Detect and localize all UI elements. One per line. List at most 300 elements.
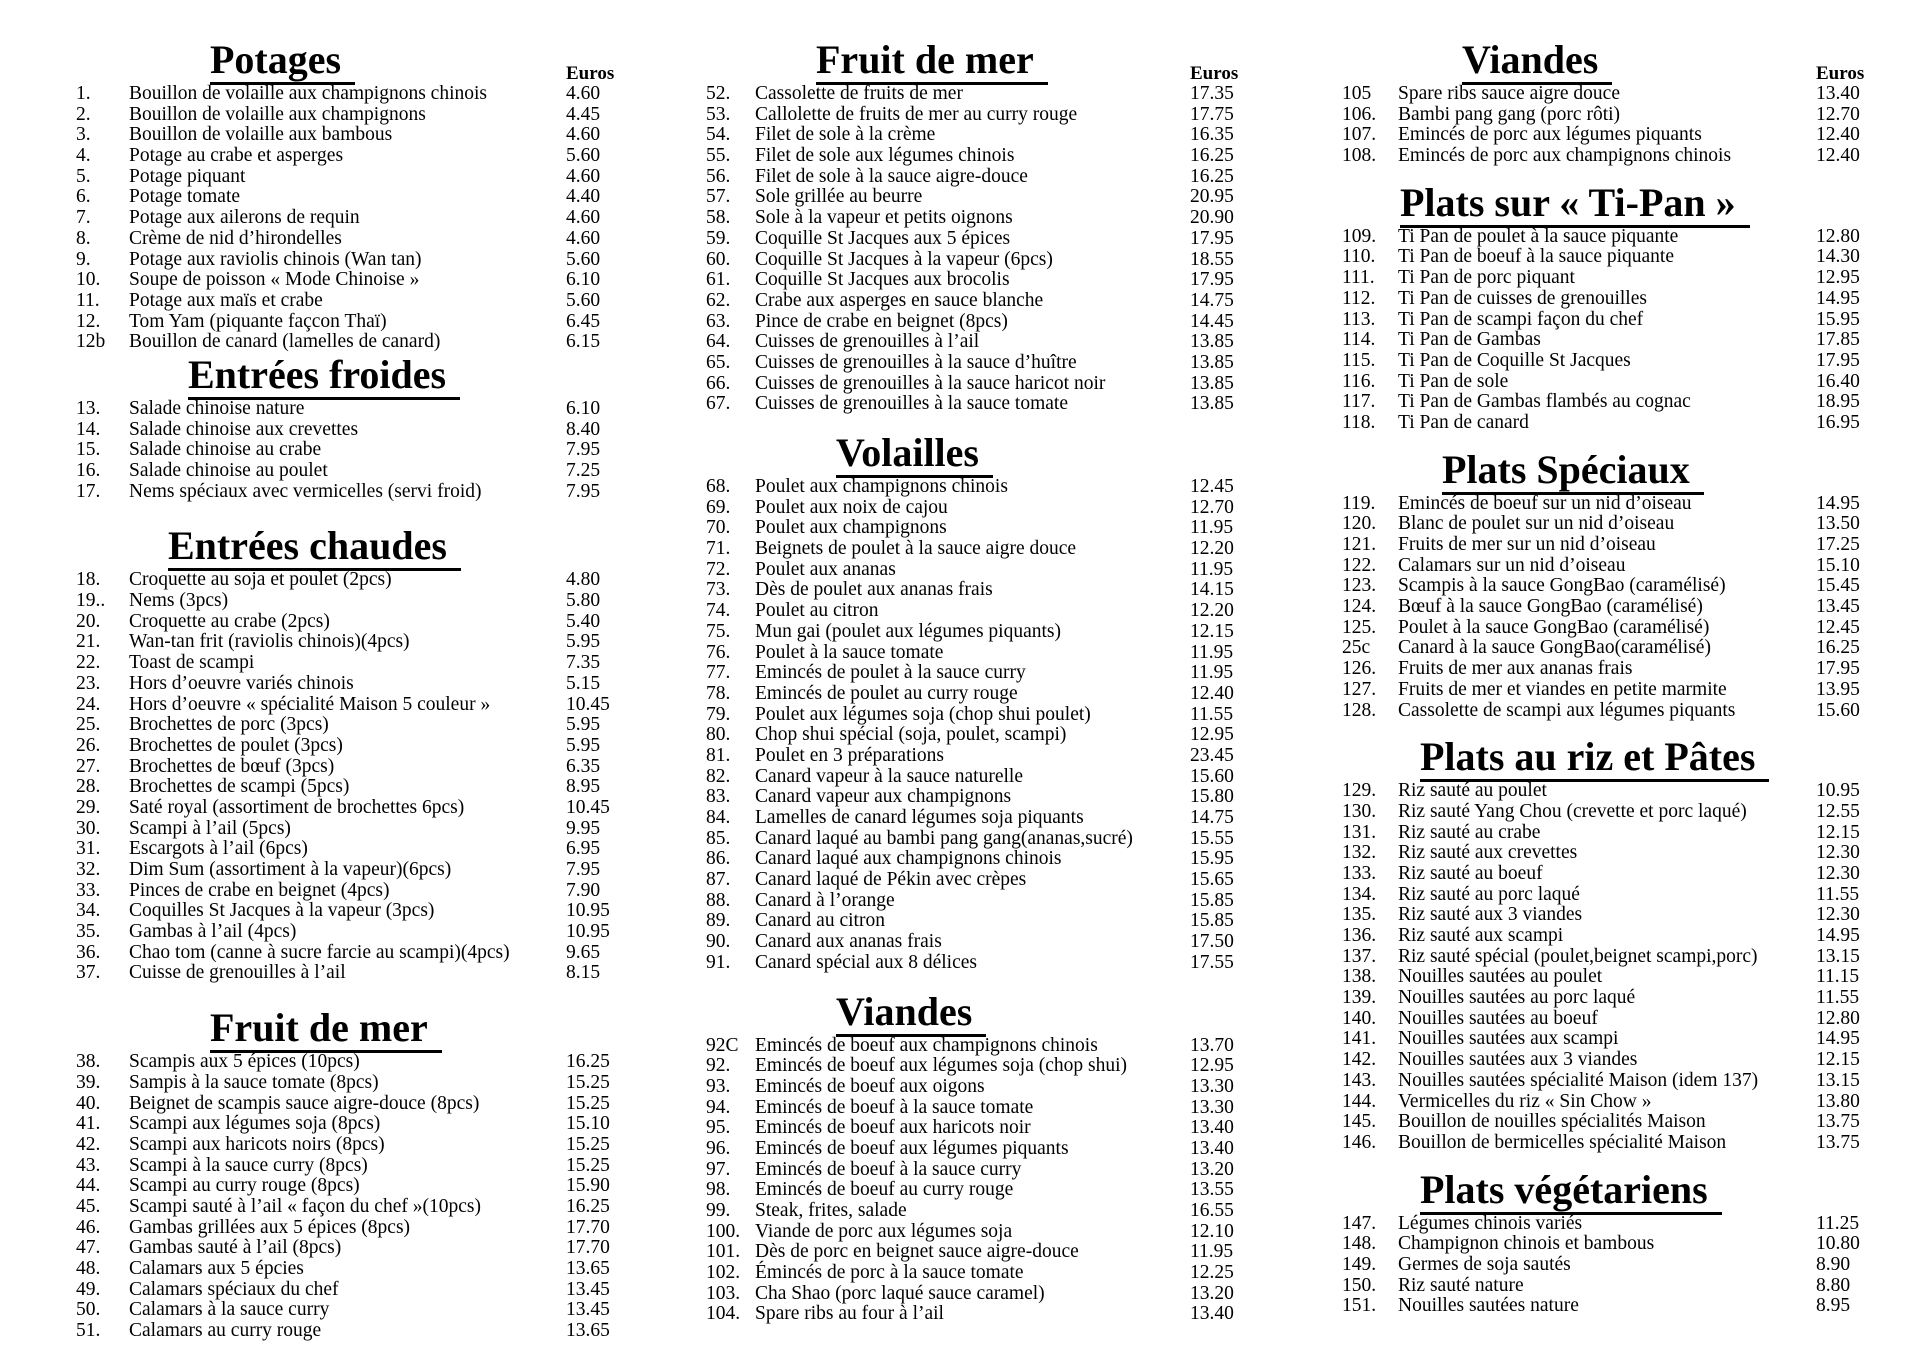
- item-name: Scampi aux légumes soja (8pcs): [129, 1113, 381, 1135]
- item-number: 18.: [76, 569, 101, 591]
- item-name: Emincés de boeuf aux légumes soja (chop shui): [755, 1055, 1128, 1077]
- item-price: 8.15: [566, 962, 601, 984]
- item-price: 6.15: [566, 331, 601, 353]
- item-number: 87.: [706, 869, 731, 891]
- menu-item: [1342, 105, 1902, 126]
- item-price: 13.85: [1190, 351, 1234, 373]
- menu-item: [1342, 227, 1902, 248]
- menu-item: [76, 715, 636, 736]
- menu-column-3: [1342, 38, 1902, 1317]
- item-price: 5.60: [566, 248, 601, 270]
- item-name: Salade chinoise au crabe: [129, 439, 322, 461]
- section-header: [1342, 181, 1902, 227]
- menu-column-1: [76, 38, 636, 1342]
- item-price: 4.60: [566, 165, 601, 187]
- section-header: [706, 38, 1286, 84]
- item-number: 91.: [706, 951, 731, 973]
- item-name: Calamars spéciaux du chef: [129, 1278, 339, 1300]
- item-name: Gambas à l’ail (4pcs): [129, 921, 297, 943]
- item-price: 13.30: [1190, 1096, 1234, 1118]
- menu-item: [706, 870, 1286, 891]
- item-name: Calamars à la sauce curry: [129, 1299, 330, 1321]
- menu-item: [1342, 947, 1902, 968]
- item-price: 11.25: [1816, 1212, 1860, 1234]
- menu-item: [76, 777, 636, 798]
- section-header: [1342, 38, 1902, 84]
- item-price: 12.95: [1190, 1055, 1234, 1077]
- menu-item: [76, 922, 636, 943]
- menu-item: [1342, 701, 1902, 722]
- item-price: 13.20: [1190, 1282, 1234, 1304]
- item-price: 15.45: [1816, 575, 1860, 597]
- menu-item: [1342, 1255, 1902, 1276]
- menu-item: [76, 1259, 636, 1280]
- item-price: 13.20: [1190, 1158, 1234, 1180]
- item-name: Emincés de poulet au curry rouge: [755, 682, 1018, 704]
- item-name: Poulet en 3 préparations: [755, 744, 944, 766]
- menu-item: [76, 105, 636, 126]
- item-name: Cuisse de grenouilles à l’ail: [129, 962, 346, 984]
- item-name: Nems (3pcs): [129, 590, 229, 612]
- item-number: 28.: [76, 776, 101, 798]
- item-number: 78.: [706, 682, 731, 704]
- item-number: 76.: [706, 641, 731, 663]
- menu-item: [706, 1242, 1286, 1263]
- item-number: 51.: [76, 1320, 101, 1342]
- item-price: 7.25: [566, 460, 601, 481]
- item-price: 17.55: [1190, 951, 1234, 973]
- item-name: Riz sauté spécial (poulet,beignet scampi,porc): [1398, 945, 1758, 967]
- menu-item: [76, 963, 636, 984]
- menu-item: [76, 1280, 636, 1301]
- item-price: 4.60: [566, 83, 601, 104]
- item-price: 7.90: [566, 879, 601, 901]
- item-number: 85.: [706, 827, 731, 849]
- menu-item: [76, 653, 636, 674]
- item-name: Germes de soja sautés: [1398, 1253, 1571, 1275]
- item-name: Gambas grillées aux 5 épices (8pcs): [129, 1216, 411, 1238]
- item-number: 61.: [706, 269, 731, 291]
- menu-item: [76, 1321, 636, 1342]
- item-price: 6.10: [566, 397, 601, 419]
- item-name: Spare ribs au four à l’ail: [755, 1303, 944, 1325]
- item-number: 139.: [1342, 987, 1377, 1009]
- item-number: 4.: [76, 145, 91, 167]
- item-name: Scampis aux 5 épices (10pcs): [129, 1051, 360, 1073]
- item-name: Steak, frites, salade: [755, 1200, 907, 1221]
- item-number: 13.: [76, 397, 101, 419]
- item-price: 12.30: [1816, 904, 1860, 926]
- item-number: 90.: [706, 931, 731, 953]
- item-number: 107.: [1342, 124, 1377, 146]
- item-price: 17.70: [566, 1237, 610, 1259]
- item-price: 11.95: [1190, 1241, 1234, 1263]
- menu-item: [76, 1300, 636, 1321]
- item-number: 27.: [76, 755, 101, 777]
- menu-item: [706, 1036, 1286, 1057]
- item-number: 77.: [706, 662, 731, 684]
- item-price: 12.70: [1816, 103, 1860, 125]
- item-price: 12.45: [1190, 476, 1234, 497]
- menu-item: [76, 461, 636, 482]
- item-name: Brochettes de scampi (5pcs): [129, 776, 350, 798]
- item-number: 126.: [1342, 658, 1377, 680]
- menu-item: [76, 1114, 636, 1135]
- item-number: 75.: [706, 620, 731, 642]
- menu-item: [706, 643, 1286, 664]
- menu-item: [76, 1218, 636, 1239]
- item-name: Cha Shao (porc laqué sauce caramel): [755, 1282, 1045, 1304]
- item-price: 14.95: [1816, 925, 1860, 946]
- item-name: Brochettes de bœuf (3pcs): [129, 755, 335, 777]
- item-price: 8.95: [566, 776, 601, 798]
- menu-item: [706, 477, 1286, 498]
- item-number: 101.: [706, 1241, 741, 1263]
- menu-item: [1342, 268, 1902, 289]
- item-number: 58.: [706, 207, 731, 229]
- item-number: 96.: [706, 1137, 731, 1159]
- menu-item: [1342, 556, 1902, 577]
- item-price: 10.80: [1816, 1233, 1860, 1255]
- item-name: Fruits de mer sur un nid d’oiseau: [1398, 534, 1656, 555]
- item-number: 32.: [76, 859, 101, 880]
- item-name: Potage tomate: [129, 186, 241, 208]
- item-name: Poulet au citron: [755, 600, 879, 622]
- item-number: 81.: [706, 744, 731, 766]
- item-price: 17.70: [566, 1216, 610, 1238]
- item-price: 14.15: [1190, 579, 1234, 601]
- item-number: 50.: [76, 1299, 101, 1321]
- menu-item: [1342, 967, 1902, 988]
- item-name: Pince de crabe en beignet (8pcs): [755, 310, 1008, 332]
- item-price: 20.90: [1190, 207, 1234, 229]
- item-name: Ti Pan de poulet à la sauce piquante: [1398, 225, 1679, 247]
- item-number: 45.: [76, 1195, 101, 1217]
- item-price: 15.25: [566, 1133, 610, 1155]
- item-number: 52.: [706, 83, 731, 104]
- item-number: 116.: [1342, 370, 1376, 392]
- item-number: 113.: [1342, 308, 1376, 330]
- item-number: 134.: [1342, 883, 1377, 905]
- item-price: 14.95: [1816, 1028, 1860, 1050]
- item-number: 122.: [1342, 554, 1377, 576]
- item-price: 23.45: [1190, 744, 1234, 766]
- menu-item: [706, 580, 1286, 601]
- item-name: Emincés de boeuf aux champignons chinois: [755, 1034, 1098, 1056]
- item-price: 6.35: [566, 755, 601, 777]
- menu-item: [706, 829, 1286, 850]
- item-number: 5.: [76, 165, 91, 187]
- item-price: 15.10: [1816, 554, 1860, 576]
- menu-item: [1342, 823, 1902, 844]
- item-price: 5.60: [566, 289, 601, 311]
- menu-item: [76, 943, 636, 964]
- item-price: 15.10: [566, 1113, 610, 1135]
- item-number: 121.: [1342, 534, 1377, 555]
- item-price: 15.25: [566, 1092, 610, 1114]
- menu-item: [76, 250, 636, 271]
- item-number: 137.: [1342, 945, 1377, 967]
- item-name: Mun gai (poulet aux légumes piquants): [755, 620, 1061, 642]
- menu-item: [76, 1135, 636, 1156]
- menu-item: [706, 911, 1286, 932]
- menu-item: [706, 1056, 1286, 1077]
- item-number: 83.: [706, 786, 731, 808]
- item-number: 62.: [706, 289, 731, 311]
- item-price: 10.95: [566, 921, 610, 943]
- item-price: 17.95: [1816, 349, 1860, 371]
- item-name: Filet de sole à la sauce aigre-douce: [755, 165, 1028, 187]
- item-price: 12.55: [1816, 800, 1860, 822]
- section-title: Fruit de mer: [816, 38, 1048, 85]
- item-price: 13.65: [566, 1258, 610, 1279]
- item-price: 16.25: [1816, 637, 1860, 659]
- menu-item: [76, 187, 636, 208]
- item-number: 73.: [706, 579, 731, 601]
- item-number: 16.: [76, 460, 101, 481]
- item-name: Nouilles sautées nature: [1398, 1295, 1579, 1317]
- menu-item: [706, 767, 1286, 788]
- menu-item: [76, 632, 636, 653]
- menu-column-2: [706, 38, 1286, 1325]
- menu-item: [706, 787, 1286, 808]
- item-price: 16.25: [566, 1051, 610, 1073]
- item-name: Cuisses de grenouilles à la sauce d’huître: [755, 351, 1077, 373]
- item-number: 112.: [1342, 287, 1376, 309]
- item-price: 6.10: [566, 269, 601, 291]
- item-name: Bouillon de volaille aux bambous: [129, 124, 393, 146]
- menu-item: [706, 1160, 1286, 1181]
- section-title: Viandes: [1462, 38, 1612, 85]
- item-number: 115.: [1342, 349, 1376, 371]
- menu-item: [76, 570, 636, 591]
- section-header: [1342, 448, 1902, 494]
- item-price: 15.65: [1190, 869, 1234, 891]
- menu-item: [706, 250, 1286, 271]
- menu-item: [76, 860, 636, 881]
- menu-item: [76, 1156, 636, 1177]
- item-name: Emincés de porc aux champignons chinois: [1398, 145, 1732, 167]
- item-name: Nouilles sautées au boeuf: [1398, 1007, 1598, 1029]
- item-name: Calamars sur un nid d’oiseau: [1398, 554, 1626, 576]
- item-price: 13.85: [1190, 372, 1234, 394]
- item-name: Emincés de boeuf aux haricots noir: [755, 1117, 1031, 1139]
- item-price: 5.95: [566, 714, 601, 736]
- item-price: 11.15: [1816, 966, 1860, 988]
- item-number: 80.: [706, 724, 731, 746]
- item-number: 64.: [706, 331, 731, 353]
- menu-item: [1342, 597, 1902, 618]
- item-name: Croquette au soja et poulet (2pcs): [129, 569, 392, 591]
- item-price: 13.65: [566, 1320, 610, 1342]
- item-name: Chop shui spécial (soja, poulet, scampi): [755, 724, 1067, 746]
- section-title: Plats Spéciaux: [1442, 448, 1704, 495]
- item-number: 86.: [706, 848, 731, 870]
- item-price: 12.95: [1816, 267, 1860, 289]
- menu-item: [76, 399, 636, 420]
- menu-item: [1342, 988, 1902, 1009]
- item-name: Emincés de boeuf sur un nid d’oiseau: [1398, 492, 1692, 514]
- item-price: 12.20: [1190, 538, 1234, 560]
- item-name: Ti Pan de scampi façon du chef: [1398, 308, 1644, 330]
- item-price: 14.75: [1190, 289, 1234, 311]
- item-number: 12b: [76, 331, 106, 353]
- item-price: 4.60: [566, 124, 601, 146]
- item-name: Bœuf à la sauce GongBao (caramélisé): [1398, 596, 1703, 618]
- section-title: Potages: [210, 38, 355, 85]
- item-name: Escargots à l’ail (6pcs): [129, 838, 308, 860]
- menu-item: [706, 187, 1286, 208]
- item-price: 15.85: [1190, 889, 1234, 911]
- item-name: Cuisses de grenouilles à la sauce tomate: [755, 393, 1068, 415]
- item-price: 13.50: [1816, 513, 1860, 535]
- item-number: 71.: [706, 538, 731, 560]
- item-number: 130.: [1342, 800, 1377, 822]
- menu-section: [706, 431, 1286, 974]
- menu-item: [706, 332, 1286, 353]
- item-name: Ti Pan de boeuf à la sauce piquante: [1398, 246, 1674, 268]
- menu-item: [1342, 885, 1902, 906]
- item-name: Filet de sole aux légumes chinois: [755, 145, 1015, 167]
- item-number: 1.: [76, 83, 91, 104]
- menu-section: [1342, 448, 1902, 722]
- item-number: 11.: [76, 289, 100, 311]
- item-price: 10.95: [566, 900, 610, 922]
- item-number: 120.: [1342, 513, 1377, 535]
- item-name: Bouillon de volaille aux champignons: [129, 103, 426, 125]
- item-price: 11.95: [1190, 558, 1234, 580]
- menu-item: [706, 208, 1286, 229]
- section-header: [1342, 1168, 1902, 1214]
- item-name: Blanc de poulet sur un nid d’oiseau: [1398, 513, 1675, 535]
- menu-item: [76, 695, 636, 716]
- item-number: 111.: [1342, 267, 1375, 289]
- menu-item: [706, 560, 1286, 581]
- item-price: 17.95: [1190, 227, 1234, 249]
- menu-item: [76, 420, 636, 441]
- item-name: Crème de nid d’hirondelles: [129, 227, 342, 249]
- item-name: Coquille St Jacques à la vapeur (6pcs): [755, 248, 1053, 270]
- item-number: 42.: [76, 1133, 101, 1155]
- item-name: Vermicelles du riz « Sin Chow »: [1398, 1090, 1652, 1112]
- item-number: 72.: [706, 558, 731, 580]
- item-number: 109.: [1342, 225, 1377, 247]
- item-price: 5.15: [566, 672, 601, 694]
- item-price: 12.40: [1816, 124, 1860, 146]
- item-number: 123.: [1342, 575, 1377, 597]
- item-number: 84.: [706, 807, 731, 828]
- item-name: Cuisses de grenouilles à la sauce haricot noir: [755, 372, 1106, 394]
- menu-item: [1342, 310, 1902, 331]
- item-number: 37.: [76, 962, 101, 984]
- item-name: Dès de poulet aux ananas frais: [755, 579, 993, 601]
- item-name: Poulet aux noix de cajou: [755, 496, 948, 518]
- menu-item: [1342, 146, 1902, 167]
- item-price: 10.45: [566, 796, 610, 818]
- item-number: 56.: [706, 165, 731, 187]
- item-name: Ti Pan de sole: [1398, 370, 1509, 392]
- item-price: 11.95: [1190, 517, 1234, 539]
- item-number: 74.: [706, 600, 731, 622]
- menu-item: [706, 125, 1286, 146]
- item-price: 15.25: [566, 1154, 610, 1176]
- item-number: 117.: [1342, 391, 1376, 413]
- item-number: 24.: [76, 693, 101, 715]
- menu-item: [1342, 1071, 1902, 1092]
- item-number: 57.: [706, 186, 731, 208]
- item-name: Hors d’oeuvre variés chinois: [129, 672, 354, 694]
- item-number: 124.: [1342, 596, 1377, 618]
- menu-item: [706, 353, 1286, 374]
- menu-item: [1342, 392, 1902, 413]
- item-name: Emincés de boeuf aux légumes piquants: [755, 1137, 1069, 1159]
- section-title: Fruit de mer: [210, 1006, 442, 1053]
- item-number: 7.: [76, 207, 91, 229]
- item-name: Brochettes de poulet (3pcs): [129, 734, 343, 756]
- item-name: Nouilles sautées aux 3 viandes: [1398, 1049, 1638, 1071]
- item-number: 135.: [1342, 904, 1377, 926]
- item-price: 11.55: [1816, 883, 1860, 905]
- menu-item: [1342, 905, 1902, 926]
- item-number: 125.: [1342, 616, 1377, 638]
- section-header: [76, 524, 636, 570]
- item-name: Viande de porc aux légumes soja: [755, 1220, 1013, 1242]
- menu-item: [706, 1118, 1286, 1139]
- item-price: 14.75: [1190, 807, 1234, 828]
- item-name: Poulet aux champignons chinois: [755, 476, 1008, 497]
- item-number: 128.: [1342, 699, 1377, 721]
- menu-item: [706, 498, 1286, 519]
- section-title: Entrées froides: [188, 353, 460, 400]
- item-name: Riz sauté au porc laqué: [1398, 883, 1580, 905]
- item-number: 143.: [1342, 1069, 1377, 1091]
- item-price: 8.80: [1816, 1274, 1851, 1296]
- menu-item: [706, 167, 1286, 188]
- menu-item: [1342, 1214, 1902, 1235]
- item-name: Filet de sole à la crème: [755, 124, 936, 146]
- item-price: 4.45: [566, 103, 601, 125]
- menu-item: [1342, 926, 1902, 947]
- menu-item: [76, 229, 636, 250]
- item-name: Bambi pang gang (porc rôti): [1398, 103, 1621, 125]
- menu-item: [706, 1263, 1286, 1284]
- item-price: 20.95: [1190, 186, 1234, 208]
- item-number: 6.: [76, 186, 91, 208]
- item-name: Légumes chinois variés: [1398, 1212, 1583, 1234]
- menu-item: [706, 663, 1286, 684]
- menu-item: [706, 601, 1286, 622]
- menu-item: [76, 757, 636, 778]
- item-number: 53.: [706, 103, 731, 125]
- item-name: Beignet de scampis sauce aigre-douce (8pcs): [129, 1092, 480, 1114]
- item-number: 41.: [76, 1113, 101, 1135]
- item-number: 3.: [76, 124, 91, 146]
- item-name: Canard à la sauce GongBao(caramélisé): [1398, 637, 1711, 659]
- item-name: Scampi au curry rouge (8pcs): [129, 1175, 360, 1197]
- item-price: 12.40: [1190, 682, 1234, 704]
- item-number: 105: [1342, 83, 1372, 104]
- section-title: Plats sur « Ti-Pan »: [1400, 181, 1750, 228]
- menu-item: [76, 167, 636, 188]
- item-number: 59.: [706, 227, 731, 249]
- item-name: Nouilles sautées aux scampi: [1398, 1028, 1619, 1050]
- item-number: 17.: [76, 480, 101, 502]
- item-name: Coquille St Jacques aux brocolis: [755, 269, 1010, 291]
- menu-item: [76, 839, 636, 860]
- item-price: 16.25: [1190, 165, 1234, 187]
- item-number: 102.: [706, 1262, 741, 1284]
- item-number: 131.: [1342, 821, 1377, 843]
